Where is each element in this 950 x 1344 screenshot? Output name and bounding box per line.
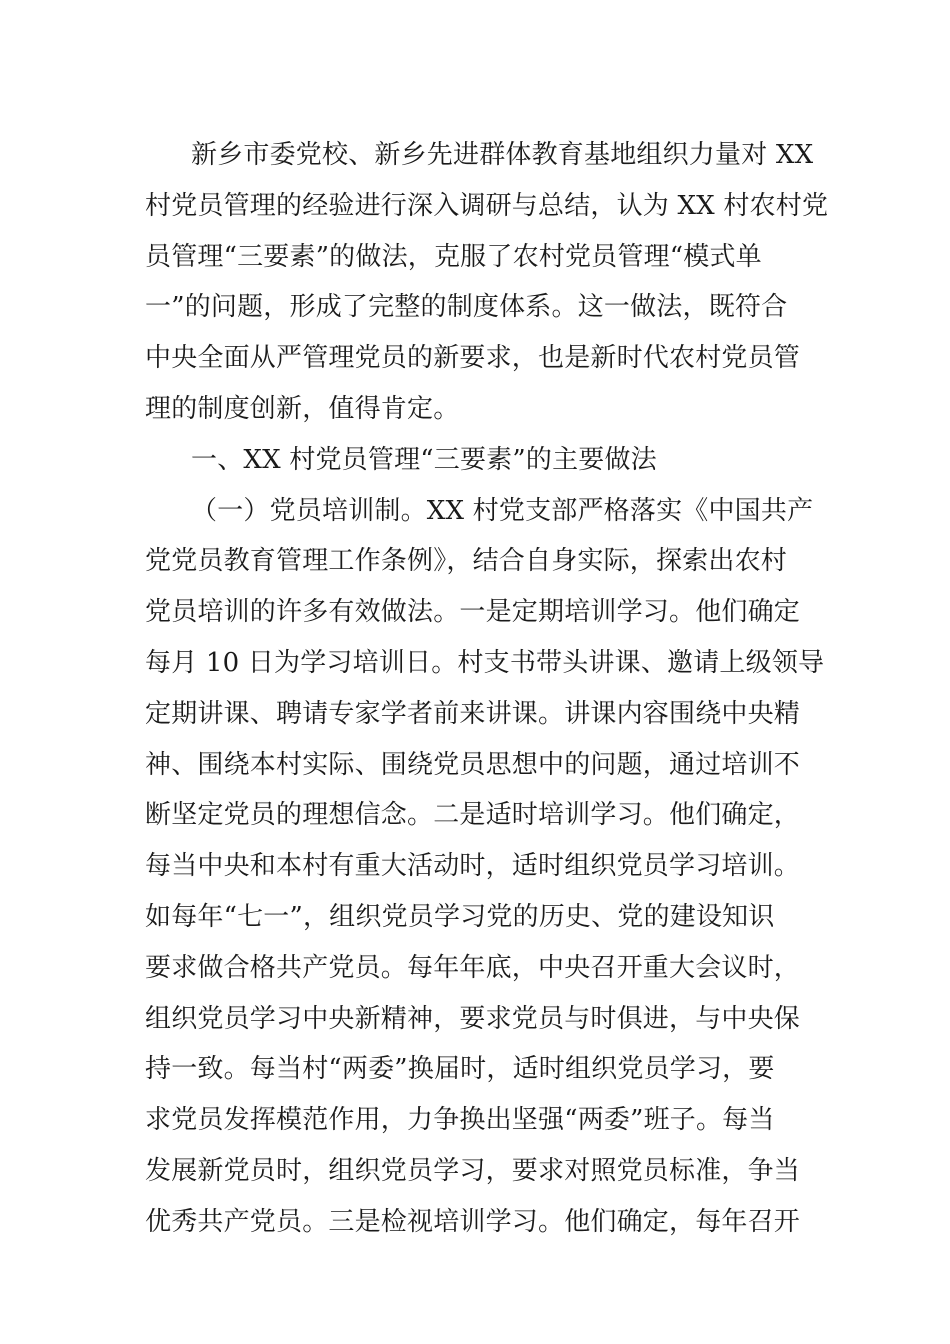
paragraph-training-line: 每月 10 日为学习培训日。村支书带头讲课、邀请上级领导 xyxy=(145,647,825,678)
paragraph-intro-line: 员管理“三要素”的做法，克服了农村党员管理“模式单 xyxy=(145,241,762,272)
paragraph-intro-line: 村党员管理的经验进行深入调研与总结，认为 XX 村农村党 xyxy=(145,190,829,221)
paragraph-intro-line: 新乡市委党校、新乡先进群体教育基地组织力量对 XX xyxy=(191,140,814,170)
paragraph-training-line: 党党员教育管理工作条例》，结合自身实际，探索出农村 xyxy=(145,546,788,577)
paragraph-training-line: 党员培训的许多有效做法。一是定期培训学习。他们确定 xyxy=(145,597,801,628)
paragraph-training-line: 神、围绕本村实际、围绕党员思想中的问题，通过培训不 xyxy=(145,749,801,780)
paragraph-training-line: 断坚定党员的理想信念。二是适时培训学习。他们确定， xyxy=(145,800,801,831)
paragraph-intro-line: 中央全面从严管理党员的新要求，也是新时代农村党员管 xyxy=(145,343,801,374)
paragraph-training-line: （一）党员培训制。XX 村党支部严格落实《中国共产 xyxy=(191,495,814,526)
paragraph-training-line: 持一致。每当村“两委”换届时，适时组织党员学习，要 xyxy=(145,1054,775,1085)
paragraph-training-line: 求党员发挥模范作用，力争换出坚强“两委”班子。每当 xyxy=(145,1105,775,1136)
paragraph-intro-line: 理的制度创新，值得肯定。 xyxy=(145,393,460,424)
paragraph-training-line: 要求做合格共产党员。每年年底，中央召开重大会议时， xyxy=(145,952,801,983)
section-heading: 一、XX 村党员管理“三要素”的主要做法 xyxy=(191,444,657,475)
paragraph-training-line: 每当中央和本村有重大活动时，适时组织党员学习培训。 xyxy=(145,851,801,882)
paragraph-training-line: 优秀共产党员。三是检视培训学习。他们确定，每年召开 xyxy=(145,1206,801,1237)
paragraph-training-line: 定期讲课、聘请专家学者前来讲课。讲课内容围绕中央精 xyxy=(145,698,801,729)
paragraph-training-line: 发展新党员时，组织党员学习，要求对照党员标准，争当 xyxy=(145,1155,801,1186)
paragraph-training-line: 组织党员学习中央新精神，要求党员与时俱进，与中央保 xyxy=(145,1003,801,1034)
paragraph-intro-line: 一”的问题，形成了完整的制度体系。这一做法，既符合 xyxy=(145,292,788,323)
paragraph-training-line: 如每年“七一”，组织党员学习党的历史、党的建设知识 xyxy=(145,901,775,932)
document-body xyxy=(145,130,829,1248)
